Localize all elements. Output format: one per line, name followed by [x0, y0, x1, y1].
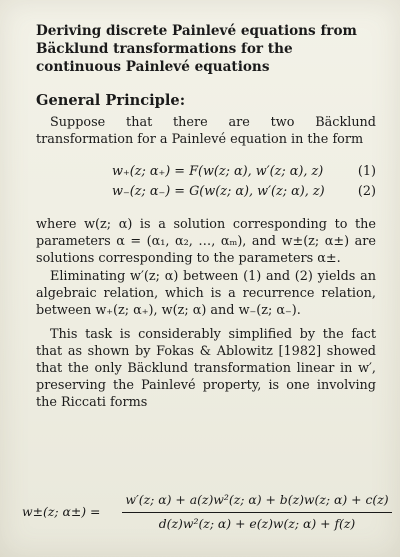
equation-2 [36, 184, 376, 202]
intro-paragraph: Suppose that there are two Bäcklund transformation for a Painlevé equation in the form [36, 115, 376, 147]
page-title: Deriving discrete Painlevé equations from Bäcklund transformations for the continuous Painlevé equations [36, 23, 357, 75]
riccati-numerator: w′(z; α) + a(z)w²(z; α) + b(z)w(z; α) + c(z) [125, 492, 389, 507]
eliminating-paragraph: Eliminating w′(z; α) between (1) and (2) yields an algebraic relation, which is a recurrence relation, between w₊(z; α₊), w(z; α) and w₋(z; α₋). [36, 269, 376, 318]
task-paragraph: This task is considerably simplified by the fact that as shown by Fokas & Ablowitz [1982] showed that the only Bäcklund transformation linear in w′, preserving the Painlevé property, is one involving the Riccati forms [36, 327, 376, 410]
equation-1-number: (1) [357, 164, 376, 179]
equation-2-number: (2) [357, 184, 376, 199]
where-paragraph: where w(z; α) is a solution corresponding to the parameters α = (α₁, α₂, …, αₘ), and w±(z; α±) are solutions corresponding to the parameters α±. [36, 217, 376, 266]
equation-1-body: w₊(z; α₊) = F(w(z; α), w′(z; α), z) [112, 164, 324, 179]
riccati-lhs: w±(z; α±) = [22, 504, 101, 519]
section-heading [36, 92, 185, 109]
equation-2-body: w₋(z; α₋) = G(w(z; α), w′(z; α), z) [112, 184, 325, 199]
riccati-equation [22, 492, 389, 536]
fraction-bar [122, 512, 392, 513]
equation-1 [36, 164, 376, 182]
section-heading-colon: : [179, 92, 186, 109]
section-heading-text: General Principle [36, 92, 180, 109]
riccati-denominator: d(z)w²(z; α) + e(z)w(z; α) + f(z) [158, 516, 356, 531]
